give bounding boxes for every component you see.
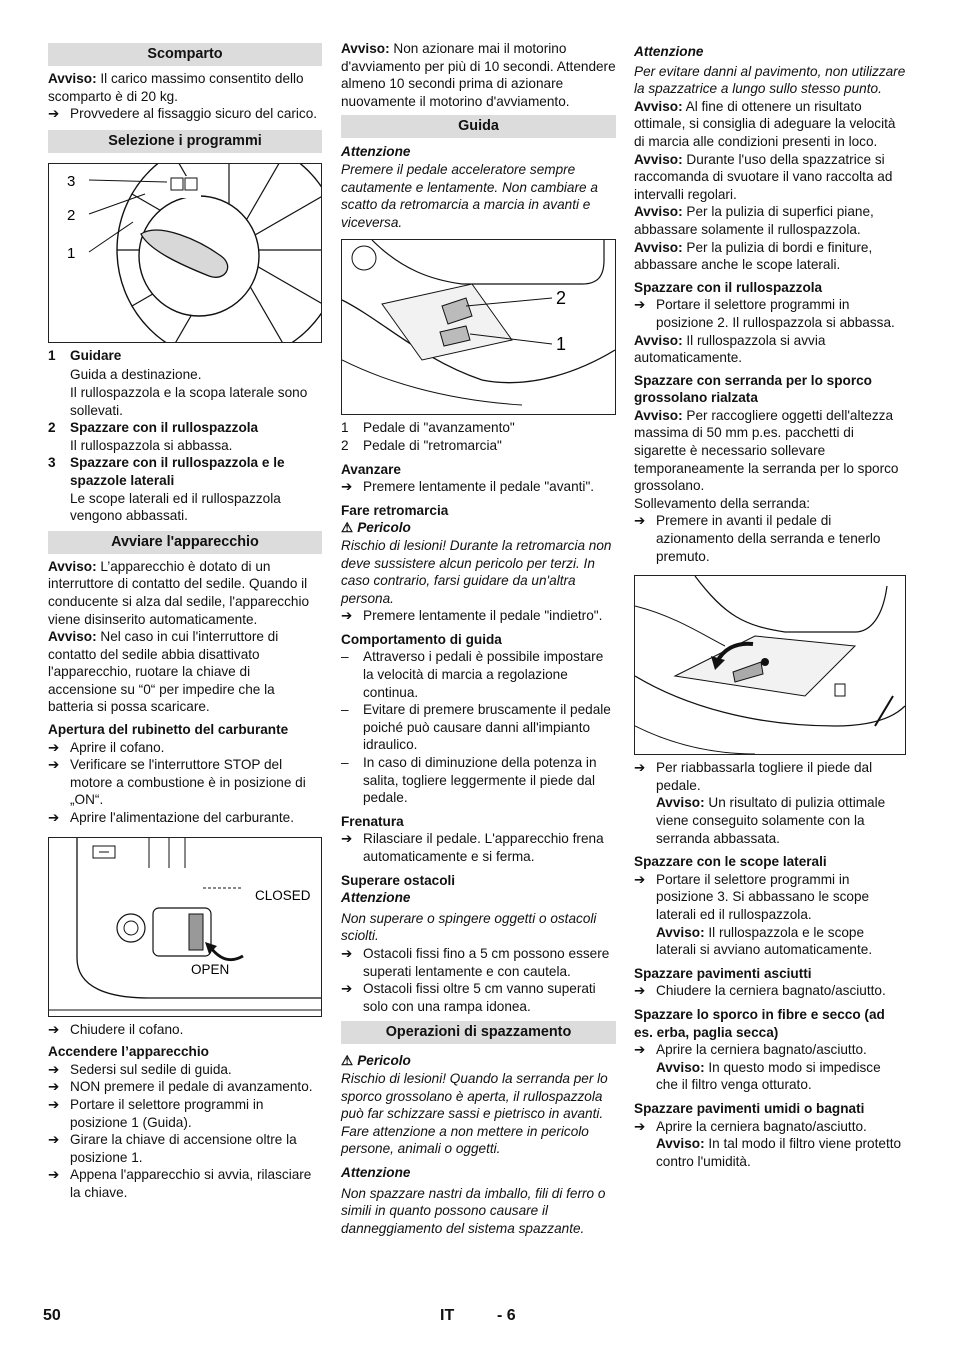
attention-text: Non spazzare nastri da imballo, fili di ferro o simili in quanto possono causare il danneggiamento del sistema spazzante. xyxy=(341,1185,606,1236)
section-title-spazzamento: Operazioni di spazzamento xyxy=(341,1021,616,1044)
warning-triangle-icon: ⚠ xyxy=(341,520,354,536)
step-item: ➔ Aprire la cerniera bagnato/asciutto. xyxy=(634,1042,867,1058)
section-title-avviare: Avviare l'apparecchio xyxy=(48,531,322,554)
notice: Avviso: L’apparecchio è dotato di un interruttore di contatto del sedile. Quando il conducente si alza dal sedile, l'apparecchio viene disinserito automaticamente. xyxy=(48,558,310,627)
danger-label: ⚠ Pericolo xyxy=(341,1053,411,1069)
subheading: Accendere l’apparecchio xyxy=(48,1044,209,1060)
subheading: Frenatura xyxy=(341,813,404,829)
notice: Avviso: Il rullospazzola si avvia automaticamente. xyxy=(634,332,826,366)
program-item-1-text: Guida a destinazione. xyxy=(70,367,202,383)
arrow-right-icon: ➔ xyxy=(341,831,353,847)
page-number: 50 xyxy=(43,1307,61,1324)
notice: Avviso: Durante l'uso della spazzatrice si raccomanda di svuotare il vano raccolta ad intervalli regolari. xyxy=(634,151,893,202)
fuel-valve-illustration xyxy=(49,838,321,1016)
notice: Avviso: Al fine di ottenere un risultato ottimale, si consiglia di adeguare la velocità di marcia alle condizioni presenti in loco. xyxy=(634,98,896,149)
step-item: ➔ Rilasciare il pedale. L'apparecchio frena automaticamente e si ferma. xyxy=(341,831,604,864)
notice: Avviso: Per la pulizia di superfici piane, abbassare solamente il rullospazzola. xyxy=(634,204,874,237)
arrow-right-icon: ➔ xyxy=(634,871,646,887)
step-item: ➔ Girare la chiave di accensione oltre la posizione 1. xyxy=(48,1132,297,1165)
notice: Avviso: In tal modo il filtro viene protetto contro l'umidità. xyxy=(656,1136,902,1169)
warning-triangle-icon: ⚠ xyxy=(341,1053,354,1069)
arrow-right-icon: ➔ xyxy=(341,945,353,961)
pedals-figure xyxy=(341,239,616,415)
program-item-2-text: Il rullospazzola si abbassa. xyxy=(70,437,233,453)
step-item: ➔ Sedersi sul sedile di guida. xyxy=(48,1061,232,1077)
arrow-right-icon: ➔ xyxy=(48,1021,60,1037)
arrow-right-icon: ➔ xyxy=(634,760,646,776)
language-code: IT xyxy=(440,1307,455,1324)
danger-text: Rischio di lesioni! Quando la serranda per lo sporco grossolano è aperta, il rullospazzola può far schizzare sassi e pietrisco in avanti. Fare attenzione a non mettere in pericolo persone, animali o oggetti. xyxy=(341,1070,608,1157)
step-item: ➔ Portare il selettore programmi in posizione 3. Si abbassano le scope laterali ed il rullospazzola. xyxy=(634,871,870,922)
body-text: Sollevamento della serranda: xyxy=(634,495,811,511)
arrow-right-icon: ➔ xyxy=(48,1132,60,1148)
arrow-right-icon: ➔ xyxy=(48,739,60,755)
subheading: Fare retromarcia xyxy=(341,502,449,518)
arrow-right-icon: ➔ xyxy=(341,608,353,624)
subheading: Spazzare pavimenti asciutti xyxy=(634,965,812,981)
step-item: ➔ Chiudere la cerniera bagnato/asciutto. xyxy=(634,983,886,999)
open-label: OPEN xyxy=(191,961,230,977)
subheading: Spazzare con il rullospazzola xyxy=(634,279,823,295)
arrow-right-icon: ➔ xyxy=(48,757,60,773)
arrow-right-icon: ➔ xyxy=(634,983,646,999)
legend-item: 2 Pedale di "retromarcia" xyxy=(341,437,502,453)
fuel-valve-figure xyxy=(48,837,322,1017)
attention-label: Attenzione xyxy=(341,1164,411,1180)
program-selector-illustration xyxy=(49,164,321,342)
column-3 xyxy=(634,40,906,1170)
legend-item: 1 Pedale di "avanzamento" xyxy=(341,420,515,436)
arrow-right-icon: ➔ xyxy=(634,297,646,313)
arrow-right-icon: ➔ xyxy=(634,513,646,529)
subheading: Spazzare lo sporco in fibre e secco (ad es. erba, paglia secca) xyxy=(634,1006,885,1040)
attention-text: Per evitare danni al pavimento, non utilizzare la spazzatrice a lungo sullo stesso punto. xyxy=(634,63,906,97)
program-item-1: 1 Guidare xyxy=(48,347,122,363)
step-item: ➔ Premere lentamente il pedale "indietro". xyxy=(341,608,603,624)
arrow-right-icon: ➔ xyxy=(634,1118,646,1134)
callout-2: 2 xyxy=(67,206,76,224)
program-item-3: 3 Spazzare con il rullospazzola e le spazzole laterali xyxy=(48,455,285,488)
closed-label: CLOSED xyxy=(255,887,311,903)
danger-label: ⚠ Pericolo xyxy=(341,520,411,536)
step-item: ➔ Appena l'apparecchio si avvia, rilasciare la chiave. xyxy=(48,1167,312,1200)
step-item: ➔ Ostacoli fissi oltre 5 cm vanno superati solo con una rampa idonea. xyxy=(341,981,596,1014)
callout-1: 1 xyxy=(67,244,76,262)
subheading: Spazzare pavimenti umidi o bagnati xyxy=(634,1100,865,1116)
subheading: Spazzare con serranda per lo sporco grossolano rialzata xyxy=(634,372,872,406)
step-item: ➔ Provvedere al fissaggio sicuro del carico. xyxy=(48,106,318,122)
column-2 xyxy=(341,40,616,1237)
arrow-right-icon: ➔ xyxy=(48,106,60,122)
arrow-right-icon: ➔ xyxy=(48,1167,60,1183)
step-item: ➔ NON premere il pedale di avanzamento. xyxy=(48,1079,313,1095)
step-item: ➔ Verificare se l'interruttore STOP del motore a combustione è in posizione di „ON“. xyxy=(48,757,306,808)
attention-text: Premere il pedale acceleratore sempre cautamente e lentamente. Non cambiare a scatto da retromarcia a marcia in avanti e viceversa. xyxy=(341,161,598,230)
flap-pedal-figure xyxy=(634,575,906,755)
step-item: ➔ Aprire l'alimentazione del carburante. xyxy=(48,810,294,826)
notice: Avviso: Il carico massimo consentito dello scomparto è di 20 kg. xyxy=(48,71,304,104)
callout-1: 1 xyxy=(556,334,567,355)
notice: Avviso: In questo modo si impedisce che il filtro venga otturato. xyxy=(656,1059,881,1093)
list-item: – In caso di diminuzione della potenza in salita, togliere leggermente il piede dal pedale. xyxy=(341,755,597,806)
arrow-right-icon: ➔ xyxy=(48,810,60,826)
attention-label: Attenzione xyxy=(341,890,411,906)
danger-text: Rischio di lesioni! Durante la retromarcia non deve sussistere alcun pericolo per terzi. In caso contrario, farsi guidare da un'altra persona. xyxy=(341,537,612,606)
step-item: ➔ Aprire il cofano. xyxy=(48,739,165,755)
arrow-right-icon: ➔ xyxy=(341,981,353,997)
notice: Avviso: Per la pulizia di bordi e finiture, abbassare anche le scope laterali. xyxy=(634,239,873,273)
program-item-1-text: Il rullospazzola e la scopa laterale sono sollevati. xyxy=(70,384,308,418)
arrow-right-icon: ➔ xyxy=(48,1097,60,1112)
program-selector-figure xyxy=(48,163,322,343)
notice: Avviso: Nel caso in cui l'interruttore di contatto del sedile abbia disattivato l'apparecchio, ruotare la chiave di accensione su “0“ per impedire che la batteria si possa scaricare. xyxy=(48,629,279,715)
section-title-programmi: Selezione i programmi xyxy=(48,130,322,153)
step-item: ➔ Portare il selettore programmi in posizione 1 (Guida). xyxy=(48,1097,264,1130)
callout-2: 2 xyxy=(556,288,567,309)
arrow-right-icon: ➔ xyxy=(48,1061,60,1077)
step-item: ➔ Per riabbassarla togliere il piede dal pedale. xyxy=(634,760,873,793)
notice: Avviso: Per raccogliere oggetti dell'altezza massima di 50 mm p.es. pacchetti di sigarette è necessario sollevare temporaneamente la serranda per lo sporco grossolano. xyxy=(634,407,899,494)
attention-label: Attenzione xyxy=(341,144,411,160)
step-item: ➔ Aprire la cerniera bagnato/asciutto. xyxy=(634,1118,867,1134)
subheading: Spazzare con le scope laterali xyxy=(634,854,827,870)
subheading: Avanzare xyxy=(341,461,401,477)
step-item: ➔ Portare il selettore programmi in posizione 2. Il rullospazzola si abbassa. xyxy=(634,297,895,330)
list-item: – Attraverso i pedali è possibile impostare la velocità di marcia a regolazione continua. xyxy=(341,649,604,700)
program-item-3-text: Le scope laterali ed il rullospazzola vengono abbassati. xyxy=(70,490,281,524)
step-item: ➔ Ostacoli fissi fino a 5 cm possono essere superati lentamente e con cautela. xyxy=(341,945,610,979)
arrow-right-icon: ➔ xyxy=(634,1042,646,1058)
step-item: ➔ Premere lentamente il pedale "avanti". xyxy=(341,479,595,495)
notice: Avviso: Non azionare mai il motorino d'avviamento per più di 10 secondi. Attendere almeno 10 secondi prima di azionare nuovamente il motorino d'avviamento. xyxy=(341,41,616,109)
sub-page-number: - 6 xyxy=(497,1307,516,1324)
arrow-right-icon: ➔ xyxy=(48,1079,60,1095)
flap-pedal-illustration xyxy=(635,576,905,754)
attention-label: Attenzione xyxy=(634,44,704,59)
section-title-scomparto: Scomparto xyxy=(48,43,322,66)
attention-text: Non superare o spingere oggetti o ostacoli sciolti. xyxy=(341,910,597,944)
notice: Avviso: Il rullospazzola e le scope laterali si avviano automaticamente. xyxy=(656,924,873,958)
subheading: Superare ostacoli xyxy=(341,872,456,888)
column-1 xyxy=(48,40,322,1202)
notice: Avviso: Un risultato di pulizia ottimale viene conseguito solamente con la serranda abbassata. xyxy=(656,795,886,846)
list-item: – Evitare di premere bruscamente il pedale poiché può causare danni all'impianto idraulico. xyxy=(341,702,611,753)
arrow-right-icon: ➔ xyxy=(341,479,353,495)
step-item: ➔ Premere in avanti il pedale di azionamento della serranda e tenerlo premuto. xyxy=(634,513,881,564)
section-title-guida: Guida xyxy=(341,115,616,138)
pedals-illustration xyxy=(342,240,615,414)
subheading: Comportamento di guida xyxy=(341,631,502,647)
program-item-2: 2 Spazzare con il rullospazzola xyxy=(48,420,259,436)
subheading: Apertura del rubinetto del carburante xyxy=(48,722,289,738)
step-item: ➔ Chiudere il cofano. xyxy=(48,1021,184,1037)
callout-3: 3 xyxy=(67,172,76,190)
